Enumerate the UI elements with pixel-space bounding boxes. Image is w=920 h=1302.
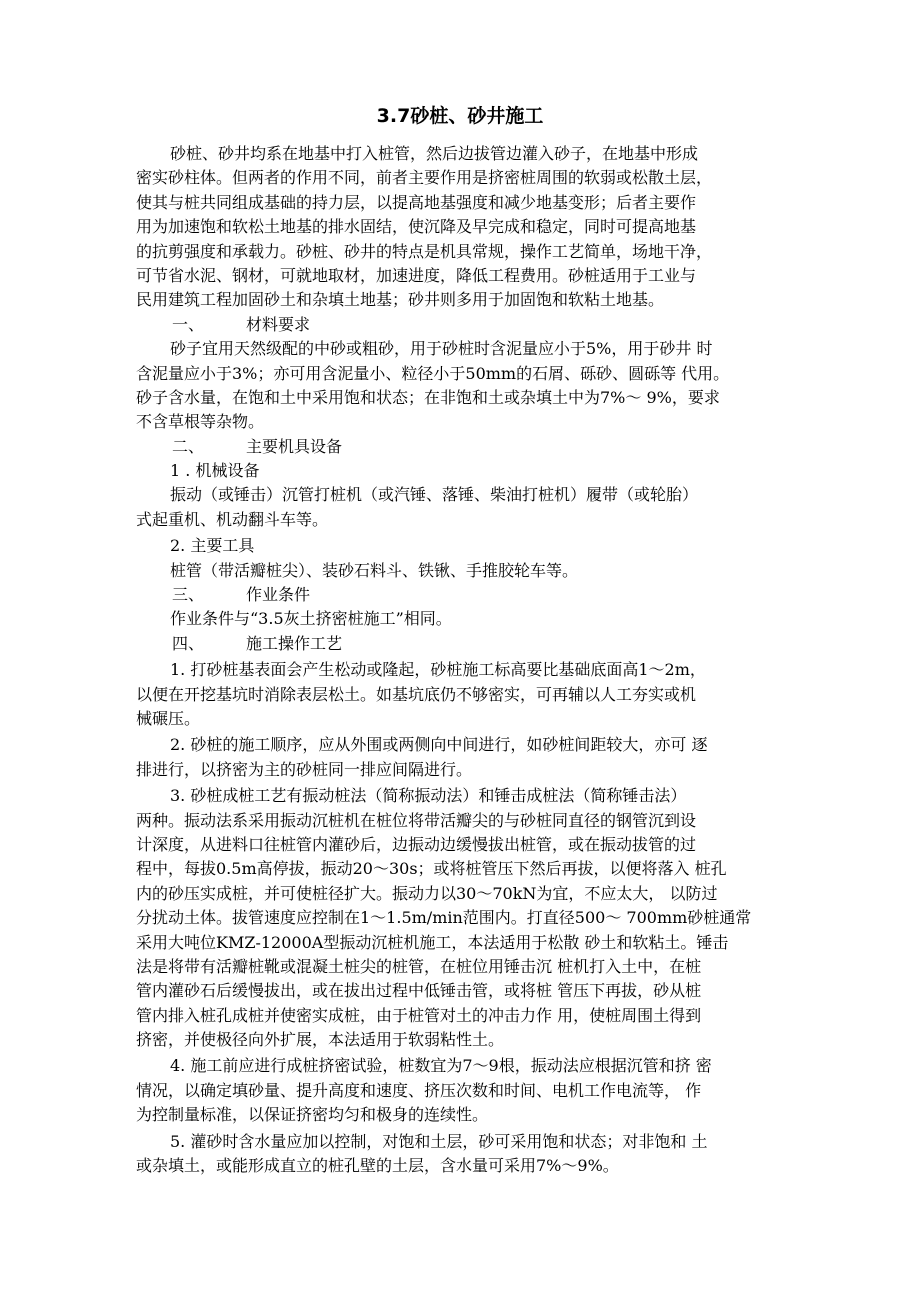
- section-label: 材料要求: [246, 314, 311, 334]
- text-line: 械碾压。: [136, 708, 201, 728]
- process-item-5: [136, 1130, 796, 1179]
- text-line: 分扰动土体。拔管速度应控制在1～1.5m/min范围内。打直径500～ 700mm砂桩通常: [136, 908, 752, 928]
- text-line: 振动（或锤击）沉管打桩机（或汽锤、落锤、柴油打桩机）履带（或轮胎）: [170, 485, 699, 505]
- tools-paragraph: 桩管（带活瓣桩尖）、装砂石料斗、铁锹、手推胶轮车等。: [170, 560, 579, 580]
- text-line: 排进行，以挤密为主的砂桩同一排应间隔进行。: [136, 759, 473, 779]
- text-line: 程中，每拔0.5m高停拔，振动20～30s；或将桩管压下然后再拔，以便将落入 桩孔: [136, 859, 727, 879]
- section-label: 作业条件: [246, 585, 311, 605]
- section-heading-process: [136, 632, 796, 656]
- text-line: 管内排入桩孔成桩并使密实成桩，由于桩管对土的冲击力作 用，使桩周围土得到: [136, 1005, 702, 1025]
- section-number: 二、: [172, 436, 205, 456]
- text-line: 式起重机、机动翻斗车等。: [136, 509, 329, 529]
- process-item-1: [136, 658, 796, 731]
- process-item-3: [136, 784, 796, 1052]
- materials-paragraph: [136, 337, 796, 435]
- text-line: 砂子含水量，在饱和土中采用饱和状态；在非饱和土或杂填土中为7%～ 9%，要求: [136, 387, 720, 407]
- text-line: 内的砂压实成桩，并可使桩径扩大。振动力以30～70kN为宜，不应太大， 以防过: [136, 883, 718, 903]
- section-label: 主要机具设备: [246, 436, 343, 456]
- text-line: 计深度，从进料口往桩管内灌砂后，边振动边缓慢拔出桩管，或在振动拔管的过: [136, 834, 697, 854]
- section-heading-equipment: [136, 435, 796, 459]
- text-line: 含泥量应小于3%；亦可用含泥量小、粒径小于50mm的石屑、砾砂、圆砾等 代用。: [136, 363, 730, 383]
- text-line: 可节省水泥、钢材，可就地取材，加速进度，降低工程费用。砂桩适用于工业与: [136, 265, 697, 285]
- document-body: [136, 142, 796, 1178]
- text-line: 砂子宜用天然级配的中砂或粗砂，用于砂桩时含泥量应小于5%，用于砂井 时: [170, 339, 713, 359]
- machinery-paragraph: [136, 483, 796, 532]
- text-line: 情况，以确定填砂量、提升高度和速度、挤压次数和时间、电机工作电流等， 作: [136, 1080, 702, 1100]
- text-line: 密实砂柱体。但两者的作用不同，前者主要作用是挤密桩周围的软弱或松散土层，: [136, 168, 713, 188]
- section-label: 施工操作工艺: [246, 633, 343, 653]
- text-line: 管内灌砂石后缓慢拔出，或在拔出过程中低锤击管，或将桩 管压下再拔，砂从桩: [136, 981, 702, 1001]
- process-item-2: [136, 733, 796, 782]
- subsection-heading: 2. 主要工具: [170, 536, 255, 556]
- text-line: 法是将带有活瓣桩靴或混凝土桩尖的桩管，在桩位用锤击沉 桩机打入土中，在桩: [136, 956, 702, 976]
- text-line: 两种。振动法系采用振动沉桩机在桩位将带活瓣尖的与砂桩同直径的钢管沉到设: [136, 810, 697, 830]
- text-line: 或杂填土，或能形成直立的桩孔壁的土层，含水量可采用7%～9%。: [136, 1156, 619, 1176]
- intro-paragraph: [136, 142, 796, 313]
- text-line: 1. 打砂桩基表面会产生松动或隆起，砂桩施工标高要比基础底面高1～2m，: [170, 660, 706, 680]
- section-number: 三、: [172, 585, 205, 605]
- text-line: 用为加速饱和软松土地基的排水固结，使沉降及早完成和稳定，同时可提高地基: [136, 217, 697, 237]
- section-heading-materials: [136, 313, 796, 337]
- text-line: 2. 砂桩的施工顺序，应从外围或两侧向中间进行，如砂桩间距较大，亦可 逐: [170, 735, 708, 755]
- section-heading-conditions: [136, 583, 796, 607]
- text-line: 3. 砂桩成桩工艺有振动桩法（简称振动法）和锤击成桩法（简称锤击法）: [170, 786, 687, 806]
- text-line: 5. 灌砂时含水量应加以控制，对饱和土层，砂可采用饱和状态；对非饱和 土: [170, 1131, 708, 1151]
- text-line: 为控制量标准，以保证挤密均匀和极身的连续性。: [136, 1105, 489, 1125]
- subsection-heading: 1 . 机械设备: [170, 461, 260, 481]
- page-title: 3.7砂桩、砂井施工: [376, 105, 544, 127]
- text-line: 挤密，并使极径向外扩展，本法适用于软弱粘性土。: [136, 1030, 505, 1050]
- text-line: 使其与桩共同组成基础的持力层，以提高地基强度和减少地基变形；后者主要作: [136, 192, 697, 212]
- text-line: 的抗剪强度和承载力。砂桩、砂井的特点是机具常规，操作工艺简单，场地干净，: [136, 241, 713, 261]
- conditions-paragraph: 作业条件与“3.5灰土挤密桩施工”相同。: [170, 609, 452, 629]
- section-number: 一、: [172, 314, 205, 334]
- section-number: 四、: [172, 633, 205, 653]
- process-item-4: [136, 1054, 796, 1127]
- text-line: 民用建筑工程加固砂土和杂填土地基；砂井则多用于加固饱和软粘土地基。: [136, 290, 665, 310]
- text-line: 4. 施工前应进行成桩挤密试验，桩数宜为7～9根，振动法应根据沉管和挤 密: [170, 1056, 712, 1076]
- text-line: 砂桩、砂井均系在地基中打入桩管，然后边拔管边灌入砂子，在地基中形成: [170, 144, 699, 163]
- text-line: 以便在开挖基坑时消除表层松土。如基坑底仍不够密实，可再辅以人工夯实或机: [136, 684, 697, 704]
- text-line: 不含草根等杂物。: [136, 412, 265, 432]
- text-line: 采用大吨位KMZ-12000A型振动沉桩机施工，本法适用于松散 砂土和软粘土。锤击: [136, 932, 729, 952]
